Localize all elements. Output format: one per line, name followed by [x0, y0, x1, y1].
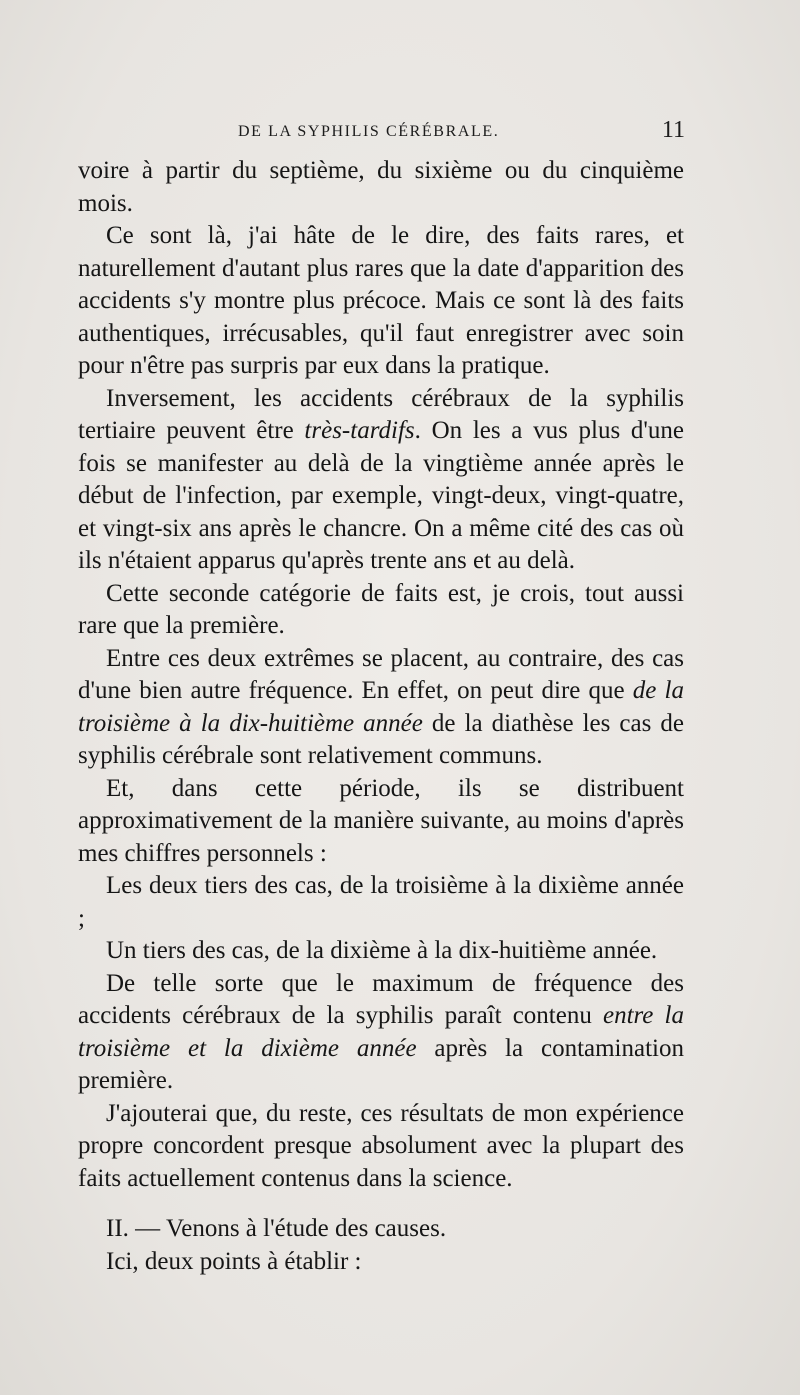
paragraph-3 — [78, 383, 684, 578]
paragraph-8: Un tiers des cas, de la dixième à la dix-huitième année. — [106, 937, 658, 964]
paragraph-5 — [78, 643, 684, 773]
paragraph-3-text-a: Inversement, les accidents cérébraux de la syphilis tertiaire peuvent être — [78, 384, 684, 444]
paragraph-3-emphasis: très-tardifs — [304, 417, 415, 444]
paragraph-4: Cette seconde catégorie de faits est, je crois, tout aussi rare que la première. — [78, 579, 684, 639]
paragraph-10: J'ajouterai que, du reste, ces résultats de mon expérience propre concordent presque absolument avec la plupart des faits actuellement contenus dans la science. — [78, 1099, 684, 1192]
paragraph-5-text-a: Entre ces deux extrêmes se placent, au contraire, des cas d'une bien autre fréquence. En effet, on peut dire que — [78, 644, 684, 704]
page-header — [60, 117, 685, 147]
paragraph-5-text-c: de la diathèse les cas de syphilis cérébrale sont relativement communs. — [78, 709, 684, 769]
body-text — [78, 155, 684, 1278]
paragraph-9-text-a: De telle sorte que le maximum de fréquence des accidents cérébraux de la syphilis paraît contenu — [78, 969, 684, 1029]
paragraph-3-text-c: . On les a vus plus d'une fois se manifester au delà de la vingtième année après le début de l'infection, par exemple, vingt-deux, vingt-quatre, et vingt-six ans après le chancre. On a même cité des cas où ils n'étaient apparus qu'après trente ans et au delà. — [78, 417, 684, 574]
paragraph-9-emphasis: entre la troisième et la dixième année — [78, 1002, 684, 1062]
paragraph-9-text-c: après la contamination première. — [78, 1034, 684, 1094]
paragraph-12: Ici, deux points à établir : — [106, 1247, 362, 1275]
paragraph-2: Ce sont là, j'ai hâte de le dire, des faits rares, et naturellement d'autant plus rares que la date d'apparition des accidents s'y montre plus précoce. Mais ce sont là des faits authentiques, irrécusables, qu'il faut enregistrer avec soin pour n'être pas surpris par eux dans la pratique. — [78, 222, 684, 379]
paragraph-7: Les deux tiers des cas, de la troisième à la dixième année ; — [78, 872, 684, 932]
running-head: DE LA SYPHILIS CÉRÉBRALE. — [238, 123, 500, 140]
page-number: 11 — [661, 117, 685, 143]
paragraph-9 — [78, 968, 684, 1098]
paragraph-5-emphasis: de la troisième à la dix-huitième année — [78, 677, 684, 737]
paragraph-1: voire à partir du septième, du sixième ou du cinquième mois. — [78, 157, 684, 217]
section-heading: II. — Venons à l'étude des causes. — [106, 1215, 447, 1242]
paragraph-6: Et, dans cette période, ils se distribuent approximativement de la manière suivante, au moins d'après mes chiffres personnels : — [78, 774, 684, 867]
